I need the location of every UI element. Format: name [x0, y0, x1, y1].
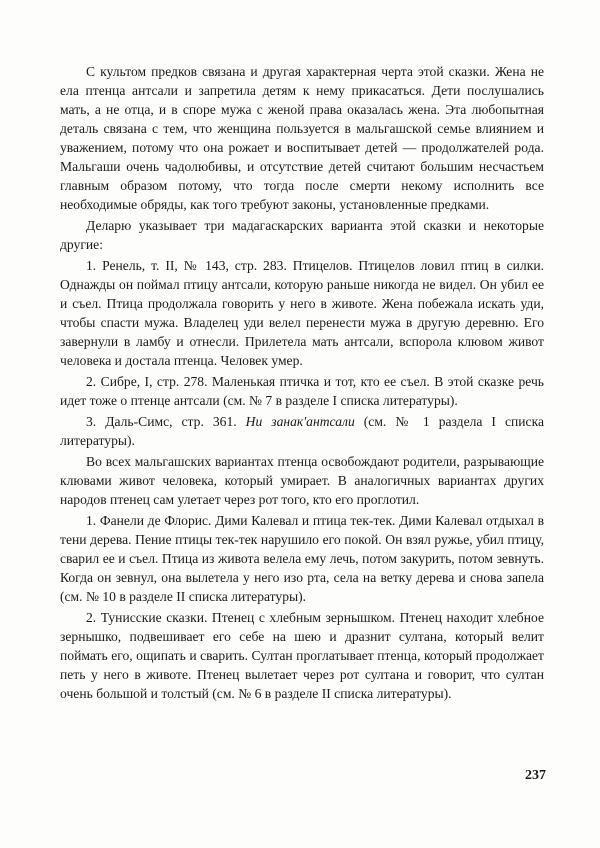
paragraph-ancestor-cult: С культом предков связана и другая характерная черта этой сказки. Жена не ела птенца антсали и запретила детям к нему прикасаться. Дети послушались мать, а не отца, и в споре мужа с женой права оказалась жена. Эта любопытная деталь связана с тем, что женщина пользуется в мальгашской семье влиянием и уважением, потому что она рожает и воспитывает детей — продолжателей рода. Мальгаши очень чадолюбивы, и отсутствие детей считают большим несчастьем главным образом потому, что тогда после смерти некому исполнить все необходимые обряды, как того требуют законы, установленные предками. — [60, 64, 544, 212]
paragraph-variant-tunisian: 2. Тунисские сказки. Птенец с хлебным зернышком. Птенец находит хлебное зернышко, подвешивает его себе на шею и дразнит султана, который велит поймать его, ощипать и сварить. Султан проглатывает птенца, который продолжает петь у него в животе. Птенец вылетает через рот султана и говорит, что султан очень большой и толстый (см. № 6 в разделе II списка литературы). — [60, 610, 544, 701]
paragraph-delarue-intro: Деларю указывает три мадагаскарских варианта этой сказки и некоторые другие: — [60, 218, 544, 252]
variant-dahle-sims-prefix: 3. Даль-Симс, стр. 361. — [86, 414, 246, 429]
body-text — [60, 62, 544, 703]
variant-dahle-sims-suffix: (см. № 1 раздела I списка литературы). — [60, 414, 545, 448]
paragraph-variant-sibree: 2. Сибре, I, стр. 278. Маленькая птичка и тот, кто ее съел. В этой сказке речь идет тоже о птенце антсали (см. № 7 в разделе I списка литературы). — [60, 374, 544, 408]
paragraph-variant-fanelli: 1. Фанели де Флорис. Дими Калевал и птица тек-тек. Дими Калевал отдыхал в тени дерева. Пение птицы тек-тек нарушило его покой. Он взял ружье, убил птицу, сварил ее и съел. Птица из живота велела ему лечь, потом закурить, потом зевнуть. Когда он зевнул, она вылетела у него изо рта, села на ветку дерева и снова запела (см. № 10 в разделе II списка литературы). — [60, 513, 544, 604]
variant-dahle-sims-title: Ни занак'антсали — [245, 414, 355, 429]
paragraph-malagasy-variants: Во всех мальгашских вариантах птенца освобождают родители, разрывающие клювами живот человека, который умирает. В аналогичных вариантах других народов птенец сам улетает через рот того, кто его проглотил. — [60, 454, 544, 507]
paragraph-variant-renel: 1. Ренель, т. II, № 143, стр. 283. Птицелов. Птицелов ловил птиц в силки. Однажды он поймал птицу антсали, которую раньше никогда не видел. Он убил ее и съел. Птица продолжала говорить у него в животе. Жена побежала искать уди, чтобы спасти мужа. Владелец уди велел перенести мужа в другую деревню. Его завернули в ламбу и отнесли. Прилетела мать антсали, вспорола клювом живот человека и достала птенца. Человек умер. — [60, 258, 544, 368]
page-number: 237 — [525, 768, 546, 783]
paragraph-variant-dahle-sims — [60, 412, 544, 450]
